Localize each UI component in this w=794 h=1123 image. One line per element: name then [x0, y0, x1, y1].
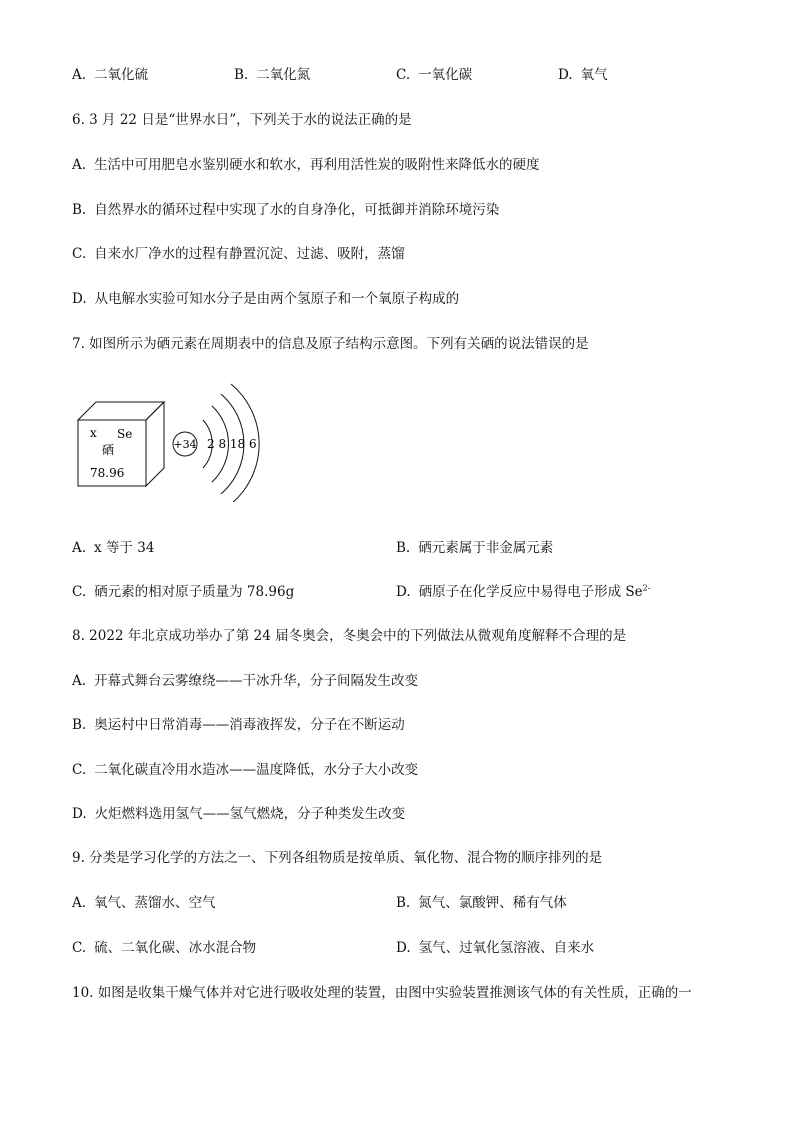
q9-option-d: D. 氢气、过氧化氢溶液、自来水 — [396, 940, 595, 956]
q6-option-c: C. 自来水厂净水的过程有静置沉淀、过滤、吸附，蒸馏 — [72, 246, 405, 262]
cell-top-face — [78, 402, 164, 420]
q5-option-d: D. 氧气 — [558, 67, 608, 83]
q9-stem: 9. 分类是学习化学的方法之一、下列各组物质是按单质、氧化物、混合物的顺序排列的是 — [72, 850, 603, 866]
cell-symbol: Se — [117, 427, 133, 441]
atom-structure-diagram — [173, 384, 259, 502]
q8-option-c: C. 二氧化碳直冷用水造冰——温度降低，水分子大小改变 — [72, 762, 419, 778]
cell-side-face — [146, 402, 164, 486]
cell-atomic-number: x — [90, 426, 97, 440]
q7-option-b: B. 硒元素属于非金属元素 — [396, 540, 554, 556]
q5-option-a: A. 二氧化硫 — [72, 67, 149, 83]
q7-option-d: D. 硒原子在化学反应中易得电子形成 $Se^{2-}$ — [396, 583, 651, 600]
q7-option-c: C. 硒元素的相对原子质量为 78.96g — [72, 584, 295, 600]
q6-option-d: D. 从电解水实验可知水分子是由两个氢原子和一个氧原子构成的 — [72, 291, 460, 307]
q8-option-b: B. 奥运村中日常消毒——消毒液挥发，分子在不断运动 — [72, 717, 405, 733]
q6-option-b: B. 自然界水的循环过程中实现了水的自身净化，可抵御并消除环境污染 — [72, 202, 500, 218]
q6-stem: 6. 3 月 22 日是“世界水日”，下列关于水的说法正确的是 — [72, 112, 412, 128]
nucleus-charge: +34 — [173, 438, 197, 451]
cell-element-name: 硒 — [102, 443, 115, 457]
q8-option-a: A. 开幕式舞台云雾缭绕——干冰升华，分子间隔发生改变 — [72, 673, 419, 689]
q8-stem: 8. 2022 年北京成功举办了第 24 届冬奥会，冬奥会中的下列做法从微观角度解释不合理的是 — [72, 628, 627, 644]
q5-option-c: C. 一氧化碳 — [396, 67, 473, 83]
q7-stem: 7. 如图所示为硒元素在周期表中的信息及原子结构示意图。下列有关硒的说法错误的是 — [72, 336, 589, 352]
q6-option-a: A. 生活中可用肥皂水鉴别硬水和软水，再利用活性炭的吸附性来降低水的硬度 — [72, 157, 540, 173]
selenium-figure — [76, 382, 266, 502]
q9-option-b: B. 氮气、氯酸钾、稀有气体 — [396, 895, 567, 911]
q10-stem: 10. 如图是收集干燥气体并对它进行吸收处理的装置，由图中实验装置推测该气体的有关性质，正确的一 — [72, 985, 692, 1001]
q7-option-a: A. x 等于 34 — [72, 540, 155, 556]
q5-option-b: B. 二氧化氮 — [234, 67, 311, 83]
q8-option-d: D. 火炬燃料选用氢气——氢气燃烧，分子种类发生改变 — [72, 806, 406, 822]
q9-option-c: C. 硫、二氧化碳、冰水混合物 — [72, 940, 257, 956]
cell-atomic-mass: 78.96 — [90, 466, 125, 480]
q9-option-a: A. 氧气、蒸馏水、空气 — [72, 895, 216, 911]
electron-configuration: 2 8 18 6 — [207, 437, 257, 451]
